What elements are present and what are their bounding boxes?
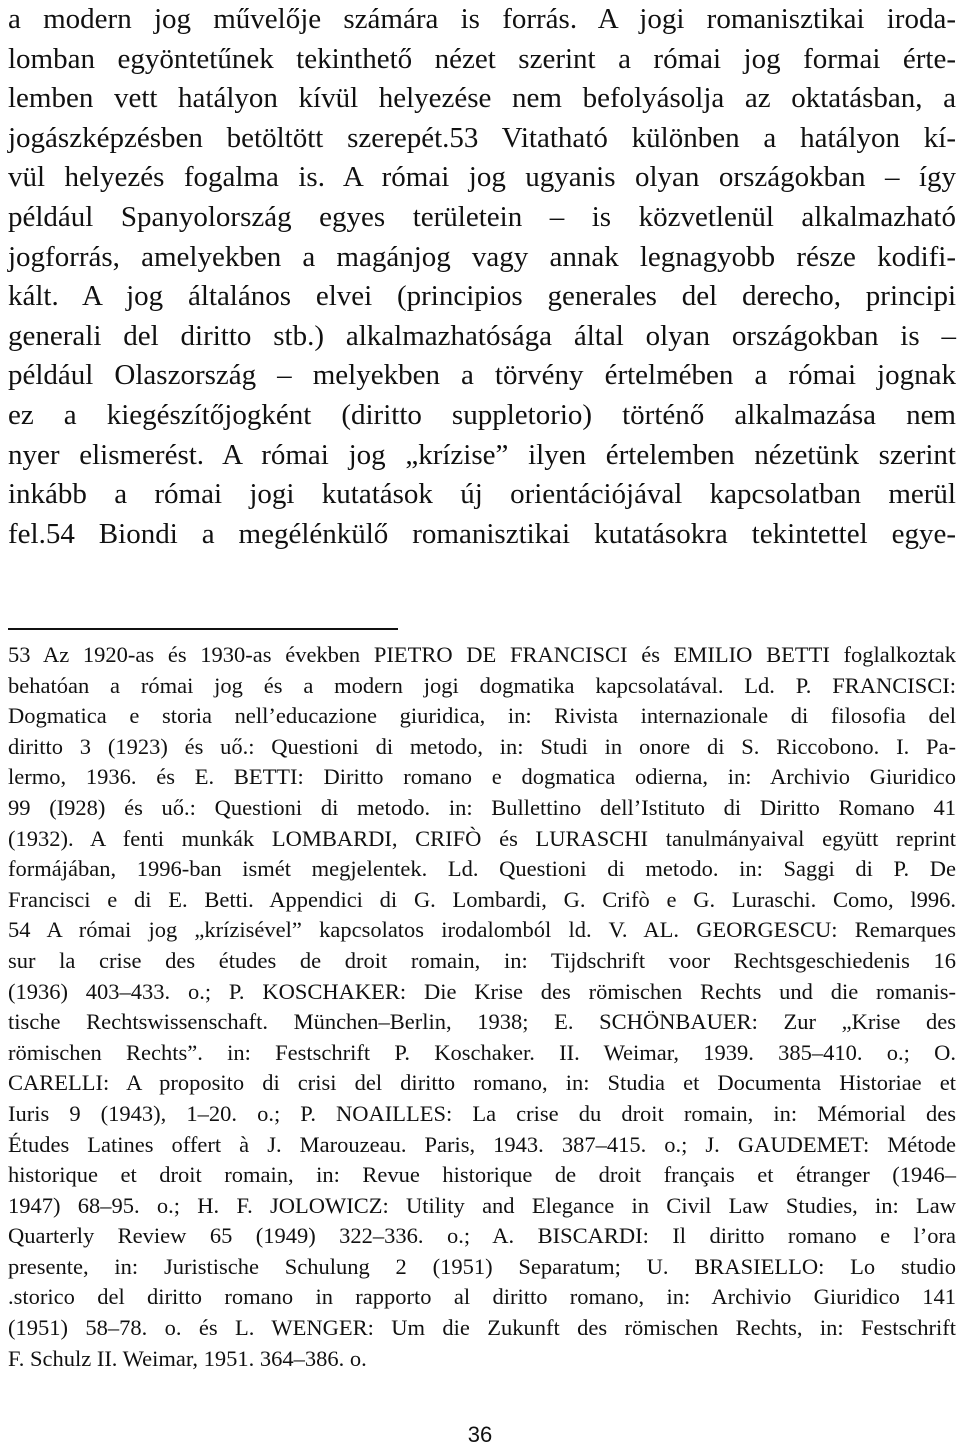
footnote-line: Quarterly Review 65 (1949) 322–336. o.; A. BISCARDI: Il diritto romano e l’ora: [8, 1223, 956, 1249]
footnote-line: Études Latines offert à J. Marouzeau. Paris, 1943. 387–415. o.; J. GAUDEMET: Métode: [8, 1131, 956, 1157]
footnote-line: historique et droit romain, in: Revue historique de droit français et étranger (1946–: [8, 1162, 956, 1188]
footnote-line: .storico del diritto romano in rapporto al diritto romano, in: Archivio Giuridico 141: [8, 1284, 956, 1310]
body-line: lomban egyöntetűnek tekinthető nézet szerint a római jog formai érte-: [8, 42, 956, 75]
footnote-line: formájában, 1996-ban ismét megjelentek. Ld. Questioni di metodo. in: Saggi di P. De: [8, 856, 956, 882]
footnote-line: lermo, 1936. és E. BETTI: Diritto romano e dogmatica odierna, in: Archivio Giuridico: [8, 764, 956, 790]
footnote-line: 99 (I928) és uő.: Questioni di metodo. in: Bullettino dell’Istituto di Diritto Romano 41: [8, 794, 956, 820]
footnotes: [8, 640, 956, 1374]
footnote-line: 54 A római jog „krízisével” kapcsolatos irodalomból ld. V. AL. GEORGESCU: Remarques: [8, 917, 956, 943]
footnote-line: 1947) 68–95. o.; H. F. JOLOWICZ: Utility and Elegance in Civil Law Studies, in: Law: [8, 1192, 956, 1218]
footnote-line: (1951) 58–78. o. és L. WENGER: Um die Zukunft des römischen Rechts, in: Festschrift: [8, 1315, 956, 1341]
body-line: jogforrás, amelyekben a magánjog vagy annak legnagyobb része kodifi-: [8, 240, 956, 273]
footnote-line: (1936) 403–433. o.; P. KOSCHAKER: Die Krise des römischen Rechts und die romanis-: [8, 978, 956, 1004]
body-line: lemben vett hatályon kívül helyezése nem befolyásolja az oktatásban, a: [8, 82, 956, 115]
body-text: [8, 0, 956, 554]
footnote-line: CARELLI: A proposito di crisi del diritto romano, in: Studia et Documenta Historiae et: [8, 1070, 956, 1096]
footnote-line: behatóan a római jog és a modern jogi dogmatika kapcsolatával. Ld. P. FRANCISCI:: [8, 672, 956, 698]
footnote-line: tische Rechtswissenschaft. München–Berlin, 1938; E. SCHÖNBAUER: Zur „Krise des: [8, 1009, 956, 1035]
body-line: vül helyezés fogalma is. A római jog ugyanis olyan országokban – így: [8, 161, 956, 194]
body-line: például Spanyolország egyes területein – is közvetlenül alkalmazható: [8, 200, 956, 233]
body-line: nyer elismerést. A római jog „krízise” ilyen értelemben nézetünk szerint: [8, 438, 956, 471]
footnote-separator: [8, 628, 398, 630]
page-number: 36: [467, 1422, 493, 1447]
footnote-line: sur la crise des études de droit romain, in: Tijdschrift voor Rechtsgeschiedenis 16: [8, 947, 956, 973]
body-line: a modern jog művelője számára is forrás. A jogi romanisztikai iroda-: [8, 3, 956, 35]
body-line: jogászképzésben betöltött szerepét.53 Vitatható különben a hatályon kí-: [8, 121, 956, 154]
footnote-line: (1932). A fenti munkák LOMBARDI, CRIFÒ és LURASCHI tanulmányaival együtt reprint: [8, 825, 956, 851]
body-line: generali del diritto stb.) alkalmazhatósága által olyan országokban is –: [8, 319, 956, 352]
footnote-line: presente, in: Juristische Schulung 2 (1951) Separatum; U. BRASIELLO: Lo studio: [8, 1253, 956, 1279]
footnote-line: 53 Az 1920-as és 1930-as években PIETRO DE FRANCISCI és EMILIO BETTI foglalkoztak: [8, 642, 956, 667]
footnote-line: F. Schulz II. Weimar, 1951. 364–386. o.: [8, 1345, 367, 1371]
footnote-line: Iuris 9 (1943), 1–20. o.; P. NOAILLES: La crise du droit romain, in: Mémorial des: [8, 1100, 956, 1126]
footnote-line: diritto 3 (1923) és uő.: Questioni di metodo, in: Studi in onore di S. Riccobono. I. Pa-: [8, 733, 956, 759]
body-line: ez a kiegészítőjogként (diritto suppletorio) történő alkalmazása nem: [8, 398, 956, 431]
footnote-line: Dogmatica e storia nell’educazione giuridica, in: Rivista internazionale di filosofia del: [8, 703, 956, 729]
body-line: kált. A jog általános elvei (principios generales del derecho, principi: [8, 280, 956, 313]
footnote-line: Francisci e di E. Betti. Appendici di G. Lombardi, G. Crifò e G. Luraschi. Como, l996.: [8, 886, 956, 912]
body-line: fel.54 Biondi a megélénkülő romanisztikai kutatásokra tekintettel egye-: [8, 517, 956, 550]
body-line: például Olaszország – melyekben a törvény értelmében a római jognak: [8, 359, 956, 392]
footnote-line: römischen Rechts”. in: Festschrift P. Koschaker. II. Weimar, 1939. 385–410. o.; O.: [8, 1039, 956, 1065]
body-line: inkább a római jogi kutatások új orientációjával kapcsolatban merül: [8, 478, 956, 511]
